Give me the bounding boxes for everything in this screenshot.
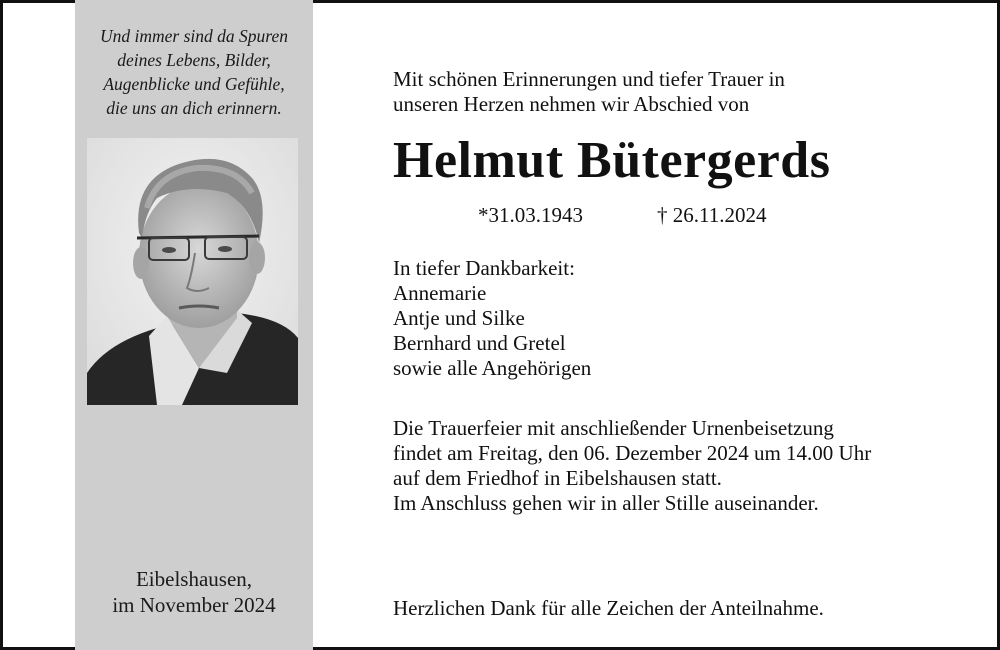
date-line: im November 2024	[112, 593, 276, 617]
quote-line: Augenblicke und Gefühle,	[103, 74, 285, 94]
memorial-quote	[75, 24, 313, 120]
mourner-item: Antje und Silke	[393, 306, 525, 330]
intro-line: unseren Herzen nehmen wir Abschied von	[393, 92, 750, 116]
quote-line: deines Lebens, Bilder,	[117, 50, 271, 70]
place-line: Eibelshausen,	[135, 567, 253, 591]
intro-line: Mit schönen Erinnerungen und tiefer Trauer in	[393, 67, 785, 91]
quote-line: die uns an dich erinnern.	[106, 98, 282, 118]
service-line: Im Anschluss gehen wir in aller Stille auseinander.	[393, 491, 819, 515]
mourner-item: Bernhard und Gretel	[393, 331, 566, 355]
service-line: findet am Freitag, den 06. Dezember 2024 um 14.00 Uhr	[393, 441, 872, 465]
thanks-note: Herzlichen Dank für alle Zeichen der Anteilnahme.	[393, 596, 824, 620]
deceased-name: Helmut Bütergerds	[393, 132, 831, 189]
death-date: † 26.11.2024	[657, 203, 767, 227]
mourner-item: Annemarie	[393, 281, 487, 305]
place-and-date	[75, 566, 313, 618]
intro-text	[393, 67, 785, 117]
service-line: Die Trauerfeier mit anschließender Urnenbeisetzung	[393, 416, 834, 440]
birth-date: *31.03.1943	[478, 203, 583, 227]
funeral-service-info	[393, 416, 871, 516]
quote-line: Und immer sind da Spuren	[100, 26, 288, 46]
mourner-item: sowie alle Angehörigen	[393, 356, 592, 380]
mourners-heading: In tiefer Dankbarkeit:	[393, 256, 575, 280]
portrait-image-icon	[87, 138, 298, 405]
portrait-photo	[87, 138, 298, 405]
service-line: auf dem Friedhof in Eibelshausen statt.	[393, 466, 722, 490]
mourners-list	[393, 256, 591, 381]
